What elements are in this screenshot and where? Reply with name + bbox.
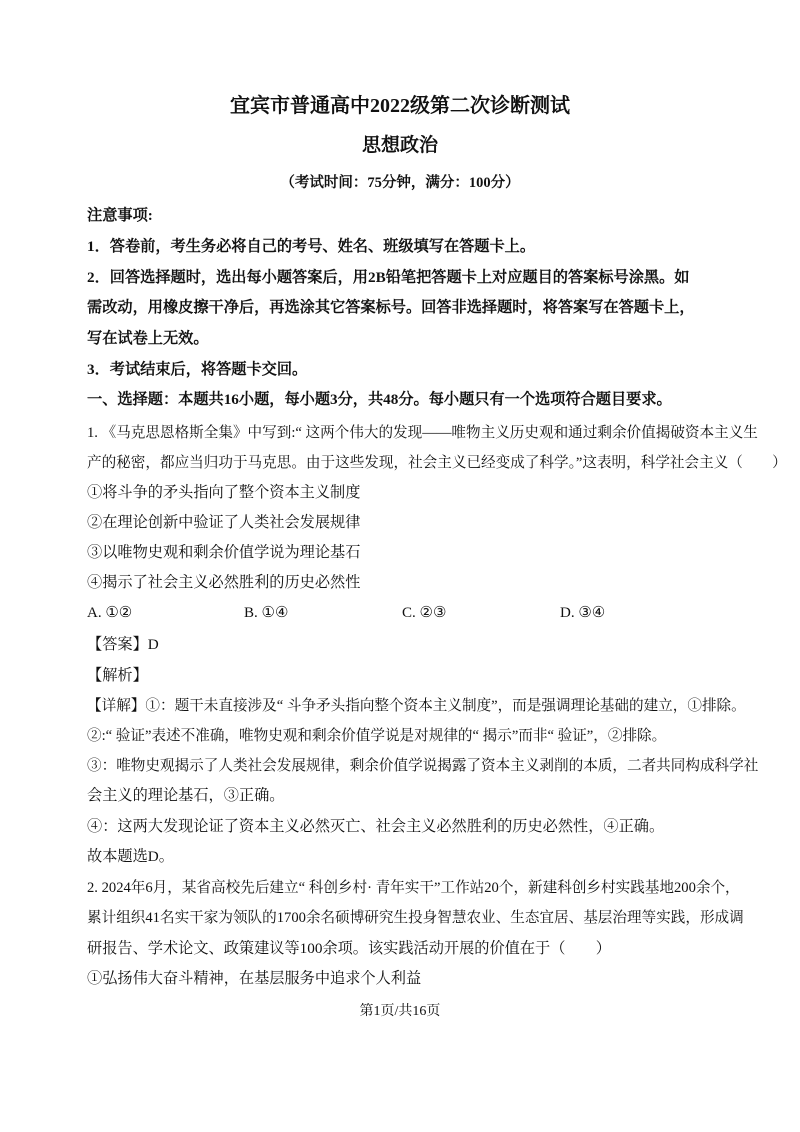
q1-statement: ①将斗争的矛头指向了整个资本主义制度	[87, 484, 361, 501]
q2-stem: 累计组织41名实干家为领队的1700余名硕博研究生投身智慧农业、生态宜居、基层治理等实践，形成调	[87, 910, 744, 926]
note-line: 需改动，用橡皮擦干净后，再选涂其它答案标号。回答非选择题时，将答案写在答题卡上，	[87, 299, 695, 316]
q1-stem: 1. 《马克思恩格斯全集》中写到:“ 这两个伟大的发现——唯物主义历史观和通过剩余价值揭破资本主义生	[87, 425, 758, 441]
q1-answer: 【答案】D	[87, 636, 159, 653]
q1-explanation: 会主义的理论基石，③正确。	[87, 787, 285, 804]
q1-explanation: ④：这两大发现论证了资本主义必然灭亡、社会主义必然胜利的历史必然性，④正确。	[87, 818, 665, 835]
q1-explanation: 【详解】①：题干未直接涉及“ 斗争矛头指向整个资本主义制度”，而是强调理论基础的建立，①排除。	[87, 698, 746, 714]
exam-info: （考试时间：75分钟，满分：100分）	[280, 175, 520, 191]
q1-explanation: ③：唯物史观揭示了人类社会发展规律，剩余价值学说揭露了资本主义剥削的本质，二者共同构成科学社	[87, 758, 759, 774]
q1-explanation: 故本题选D。	[87, 848, 174, 865]
document-title: 宜宾市普通高中2022级第二次诊断测试	[230, 95, 570, 117]
note-line: 写在试卷上无效。	[87, 330, 209, 347]
note-line: 3．考试结束后，将答题卡交回。	[87, 361, 308, 378]
q1-option-b: B. ①④	[244, 605, 289, 621]
section-heading: 一、选择题：本题共16小题，每小题3分，共48分。每小题只有一个选项符合题目要求。	[87, 391, 672, 408]
q1-explanation: ②:“ 验证”表述不准确，唯物史观和剩余价值学说是对规律的“ 揭示”而非“ 验证”，②排除。	[87, 728, 667, 744]
q1-option-d: D. ③④	[560, 605, 606, 621]
q2-stem: 研报告、学术论文、政策建议等100余项。该实践活动开展的价值在于（ ）	[87, 940, 611, 957]
q2-stem: 2. 2024年6月，某省高校先后建立“ 科创乡村· 青年实干”工作站20个，新建科创乡村实践基地200余个，	[87, 880, 740, 896]
q1-statement: ③以唯物史观和剩余价值学说为理论基石	[87, 544, 361, 561]
subject-title: 思想政治	[361, 135, 438, 156]
q1-analysis-label: 【解析】	[87, 667, 148, 684]
q1-option-c: C. ②③	[402, 605, 447, 621]
q2-statement: ①弘扬伟大奋斗精神，在基层服务中追求个人利益	[87, 970, 422, 987]
q1-stem: 产的秘密，都应当归功于马克思。由于这些发现，社会主义已经变成了科学。”这表明，科学社会主义（ ）	[87, 455, 787, 471]
note-line: 1．答卷前，考生务必将自己的考号、姓名、班级填写在答题卡上。	[87, 238, 536, 255]
q1-statement: ④揭示了社会主义必然胜利的历史必然性	[87, 574, 361, 591]
page-footer: 第1页/共16页	[359, 1004, 441, 1019]
note-line: 2．回答选择题时，选出每小题答案后，用2B铅笔把答题卡上对应题目的答案标号涂黑。如	[87, 269, 690, 286]
q1-option-a: A. ①②	[87, 605, 133, 621]
notes-heading: 注意事项:	[87, 207, 153, 224]
q1-statement: ②在理论创新中验证了人类社会发展规律	[87, 514, 361, 531]
